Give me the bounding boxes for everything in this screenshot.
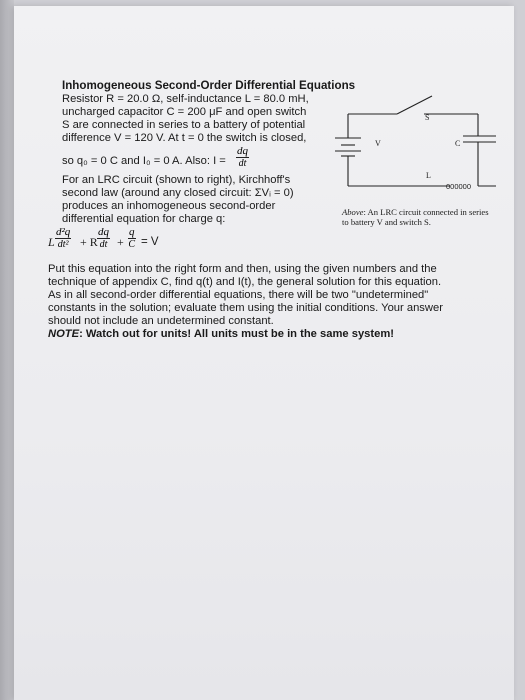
- eq-t1-num: d²q: [56, 226, 71, 238]
- label-L: L: [426, 171, 431, 180]
- statement-line-2: uncharged capacitor C = 200 μF and open switch: [62, 106, 307, 118]
- inductor-coil: 000000: [446, 182, 472, 191]
- statement-line-4: difference V = 120 V. At t = 0 the switch is closed,: [62, 132, 307, 144]
- statement-line-3: S are connected in series to a battery of potential: [62, 119, 306, 131]
- note-label: NOTE: [48, 328, 80, 340]
- current-frac-den: dt: [238, 158, 247, 169]
- label-S: S: [425, 113, 430, 122]
- eq-second-derivative: [55, 226, 71, 251]
- current-frac-num: dq: [237, 145, 248, 157]
- lrc-circuit-diagram: [330, 84, 505, 206]
- instructions-line-3: As in all second-order differential equations, there will be two "undetermined": [48, 289, 429, 301]
- eq-first-derivative: [97, 226, 110, 251]
- eq-t1-den: dt²: [57, 239, 69, 250]
- eq-plus-R: + R: [80, 235, 98, 249]
- eq-q-over-c: [128, 226, 136, 251]
- note-text: : Watch out for units! All units must be in the same system!: [79, 328, 395, 340]
- circuit-caption-line-2: to battery V and switch S.: [342, 217, 431, 227]
- eq-t3-num: q: [129, 226, 135, 238]
- instructions-line-4: constants in the solution; evaluate them using the initial conditions. Your answer: [48, 302, 443, 314]
- eq-plus: +: [117, 235, 124, 249]
- problem-title: Inhomogeneous Second-Order Differential Equations: [62, 79, 356, 92]
- kirchhoff-line-3: produces an inhomogeneous second-order: [62, 200, 276, 212]
- current-definition-fraction: [236, 145, 249, 170]
- eq-t2-den: dt: [99, 239, 108, 250]
- statement-line-1: Resistor R = 20.0 Ω, self-inductance L = 80.0 mH,: [62, 93, 309, 105]
- initial-conditions: so q₀ = 0 C and I₀ = 0 A. Also: I =: [62, 155, 226, 167]
- eq-t3-den: C: [128, 239, 136, 250]
- label-V: V: [375, 139, 381, 148]
- kirchhoff-line-2: second law (around any closed circuit: ΣVᵢ = 0): [62, 187, 294, 199]
- caption-above: Above: [342, 207, 364, 217]
- eq-rhs: = V: [141, 236, 159, 248]
- instructions-line-1: Put this equation into the right form and then, using the given numbers and the: [48, 263, 437, 275]
- switch-blade: [397, 96, 432, 114]
- label-C: C: [455, 139, 461, 148]
- instructions-line-2: technique of appendix C, find q(t) and I(t), the general solution for this equation.: [48, 276, 442, 288]
- eq-t2-num: dq: [98, 226, 109, 238]
- eq-L: L: [48, 235, 55, 249]
- caption-rest: : An LRC circuit connected in series: [363, 207, 489, 217]
- circuit-caption-line-1: [342, 207, 489, 217]
- kirchhoff-line-1: For an LRC circuit (shown to right), Kirchhoff's: [62, 174, 291, 186]
- instructions-line-5: should not include an undetermined constant.: [48, 315, 274, 327]
- note-line: [48, 328, 468, 341]
- kirchhoff-line-4: differential equation for charge q:: [62, 213, 226, 225]
- desk-shadow: [0, 0, 14, 700]
